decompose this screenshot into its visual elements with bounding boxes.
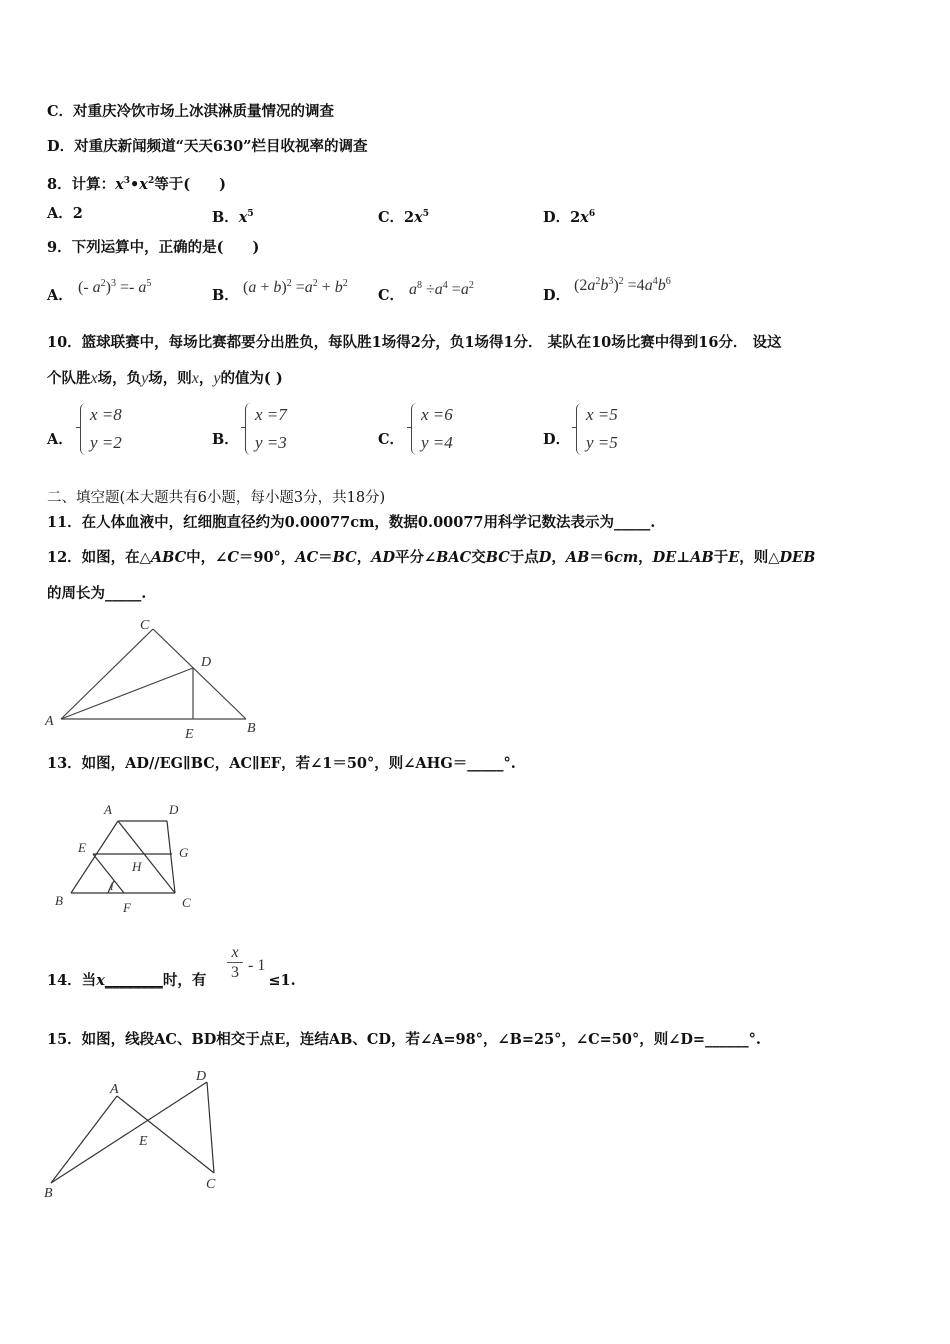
- q12-t-f: AC: [295, 549, 319, 566]
- q12-segment-ac: [61, 629, 153, 719]
- q12-t-u: ，: [638, 549, 653, 566]
- q8-option-c-label: C．2: [378, 208, 415, 226]
- q13-label-h: H: [132, 859, 142, 874]
- q13-label-g: G: [179, 845, 189, 860]
- q13-label-c: C: [182, 895, 191, 910]
- q11-text: 11．在人体血液中，红细胞直径约为0.00077cm，数据0.00077用科学记数法表示为_____.: [47, 514, 656, 531]
- q14-fraction-numerator: x: [227, 944, 243, 963]
- q8-option-d-label: D．2: [543, 208, 581, 226]
- q14-prefix: 14．当: [47, 972, 97, 989]
- q12-t-v: DE: [652, 549, 677, 566]
- q13-segment-dc: [167, 821, 175, 893]
- q8-stem: 8．计算：$x^3•x^2$等于( ): [47, 175, 226, 193]
- q12-segment-ad: [61, 668, 193, 719]
- q12-t-s: ＝6: [589, 549, 614, 566]
- q12-t-j: AD: [371, 549, 396, 566]
- q14-fraction: [227, 944, 243, 983]
- q10-text-c: 场，则: [148, 370, 192, 387]
- q13-label-a: A: [104, 802, 112, 817]
- q10-option-c-x: x =6: [421, 405, 453, 424]
- q12-t-d: C: [227, 549, 239, 566]
- q10-stem-line1: 10．篮球联赛中，每场比赛都要分出胜负，每队胜1场得2分，负1场得1分． 某队在10场比赛中得到16分． 设这: [47, 334, 782, 351]
- q12-t-q: ，: [551, 549, 566, 566]
- q9-option-a-label: A．: [47, 287, 73, 304]
- q10-option-b-x: x =7: [255, 405, 287, 424]
- q12-t-e: ＝90°，: [238, 549, 296, 566]
- q12-t-h: BC: [332, 549, 357, 566]
- q7-option-d: D．对重庆新闻频道“天天630”栏目收视率的调查: [47, 138, 368, 155]
- q8-stem-prefix: 8．计算：: [47, 175, 116, 193]
- q15-segment-dc: [207, 1082, 214, 1173]
- q10-option-a-label: A．: [47, 431, 73, 448]
- q13-label-e: E: [78, 840, 86, 855]
- q8-option-b: B．$x^5$: [212, 208, 254, 226]
- q12-t-t: cm: [613, 549, 639, 566]
- q9-option-d-label: D．: [543, 287, 571, 304]
- q9-option-b-expr: $(a + b)^2 =a^2 + b^2$: [243, 278, 348, 296]
- q10-option-a-system: [80, 401, 122, 457]
- q15-label-a: A: [110, 1082, 119, 1097]
- q9-stem: 9．下列运算中，正确的是( ): [47, 239, 260, 256]
- q12-triangle-figure: [40, 612, 270, 742]
- q13-label-f: F: [123, 900, 131, 915]
- q12-t-g: ＝: [318, 549, 333, 566]
- q10-option-a-x: x =8: [90, 405, 122, 424]
- q12-t-p: D: [538, 549, 552, 566]
- q12-t-l: BAC: [436, 549, 472, 566]
- q9-option-d-expr: $(2a^2b^3)^2 =4a^4b^6$: [574, 276, 671, 294]
- q12-t-aa: ，则△: [739, 549, 780, 566]
- q12-t-b: ABC: [150, 549, 187, 566]
- q10-option-c-y: y =4: [421, 433, 453, 452]
- q12-t-x: AB: [690, 549, 714, 566]
- q12-t-n: BC: [485, 549, 510, 566]
- section2-header: 二、填空题(本大题共有6小题，每小题3分，共18分): [47, 490, 386, 506]
- q13-segment-ac: [118, 821, 175, 893]
- q14-blank: ________: [104, 972, 163, 989]
- q10-option-d-label: D．: [543, 431, 571, 448]
- q13-text: 13．如图，AD//EG∥BC，AC∥EF，若∠1＝50°，则∠AHG＝_____°.: [47, 755, 516, 772]
- q12-label-a: A: [45, 714, 54, 729]
- q8-option-c: C．$2x^5$: [378, 208, 430, 226]
- q15-segment-ac: [117, 1096, 214, 1173]
- q10-text-a: 个队胜: [47, 370, 91, 387]
- q10-stem-line2: 个队胜x场，负y场，则x，y的值为( ): [47, 370, 283, 387]
- q12-segment-cb: [153, 629, 246, 719]
- q15-label-c: C: [206, 1177, 216, 1192]
- q9-option-a-expr: (- $a^2)^3 =- a^5$: [78, 278, 152, 296]
- q9-option-b-label: B．: [212, 287, 239, 304]
- q12-t-c: 中，∠: [186, 549, 228, 566]
- q14-suffix: ≤1.: [268, 972, 296, 989]
- q14-fraction-denominator: 3: [231, 964, 239, 981]
- q12-label-b: B: [247, 721, 256, 736]
- q15-segment-bd: [51, 1082, 207, 1183]
- q8-option-a: A．2: [47, 205, 83, 222]
- q15-text: 15．如图，线段AC、BD相交于点E，连结AB、CD，若∠A=98°，∠B=25°，∠C=50°，则∠D=______°.: [47, 1031, 761, 1048]
- q9-option-c-expr: $a^8 \div a^4 =a^2$: [409, 280, 474, 298]
- q15-label-b: B: [44, 1186, 53, 1201]
- q8-stem-suffix: 等于( ): [154, 175, 226, 193]
- q10-option-c-label: C．: [378, 431, 405, 448]
- q12-t-k: 平分∠: [395, 549, 437, 566]
- q13-label-d: D: [169, 802, 179, 817]
- q10-text-e: 的值为( ): [220, 370, 283, 387]
- q7-option-c: C．对重庆冷饮市场上冰淇淋质量情况的调查: [47, 103, 335, 120]
- q12-t-o: 于点: [509, 549, 539, 566]
- q14-fraction-tail: - 1: [248, 957, 266, 974]
- q14-var: x: [96, 972, 105, 989]
- q13-label-b: B: [55, 893, 63, 908]
- q12-label-d: D: [201, 655, 212, 670]
- q10-option-d-y: y =5: [586, 433, 618, 452]
- q10-option-a-y: y =2: [90, 433, 122, 452]
- q12-t-w: ⊥: [676, 549, 691, 566]
- q12-t-a: 12．如图，在△: [47, 549, 151, 566]
- q15-label-d: D: [196, 1069, 207, 1084]
- q8-option-b-label: B．: [212, 208, 239, 226]
- q13-figure: [50, 797, 210, 922]
- q15-segment-ab: [51, 1096, 117, 1183]
- q10-option-d-system: [576, 401, 618, 457]
- q12-line2: 的周长为_____.: [47, 585, 147, 602]
- q12-t-y: 于: [713, 549, 729, 566]
- q12-t-z: E: [728, 549, 740, 566]
- q12-label-e: E: [185, 727, 194, 742]
- q12-t-i: ，: [356, 549, 372, 566]
- q8-option-d: D．$2x^6$: [543, 208, 596, 226]
- q10-text-d: ，: [198, 370, 214, 387]
- q12-t-r: AB: [565, 549, 590, 566]
- q10-option-b-label: B．: [212, 431, 239, 448]
- q12-line1: [47, 548, 815, 568]
- q15-figure: [40, 1065, 240, 1205]
- q10-option-d-x: x =5: [586, 405, 618, 424]
- q15-label-e: E: [139, 1134, 148, 1149]
- q10-option-b-y: y =3: [255, 433, 287, 452]
- q9-option-c-label: C．: [378, 287, 405, 304]
- q12-t-m: 交: [471, 549, 486, 566]
- q14-mid: 时，有: [162, 972, 207, 989]
- q12-t-bb: DEB: [779, 549, 816, 566]
- q13-label-angle-1: 1: [109, 881, 115, 893]
- q10-option-c-system: [411, 401, 453, 457]
- q10-text-b: 场，负: [97, 370, 142, 387]
- q10-option-b-system: [245, 401, 287, 457]
- q12-label-c: C: [140, 618, 150, 633]
